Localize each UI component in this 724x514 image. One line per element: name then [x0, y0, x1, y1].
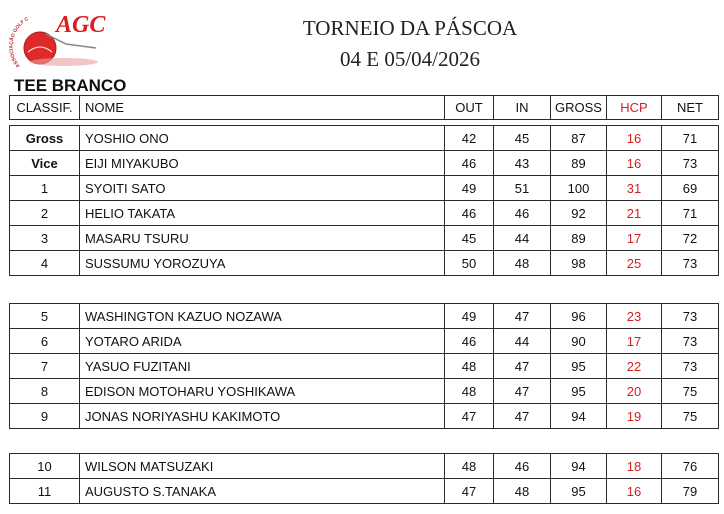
cell-net: 73 — [662, 251, 719, 276]
cell-out: 48 — [445, 379, 494, 404]
column-header-row — [9, 95, 719, 120]
cell-in: 47 — [494, 304, 551, 329]
cell-classif: 6 — [10, 329, 80, 354]
cell-out: 46 — [445, 151, 494, 176]
cell-nome: WILSON MATSUZAKI — [80, 454, 445, 479]
cell-gross: 96 — [551, 304, 607, 329]
cell-net: 73 — [662, 329, 719, 354]
cell-net: 73 — [662, 304, 719, 329]
cell-out: 42 — [445, 126, 494, 151]
cell-hcp: 17 — [607, 329, 662, 354]
cell-gross: 95 — [551, 379, 607, 404]
cell-net: 72 — [662, 226, 719, 251]
table-row — [10, 251, 719, 276]
cell-nome: YASUO FUZITANI — [80, 354, 445, 379]
cell-net: 69 — [662, 176, 719, 201]
cell-out: 50 — [445, 251, 494, 276]
header-out: OUT — [445, 96, 494, 120]
cell-in: 48 — [494, 251, 551, 276]
results-table-group-1 — [9, 125, 719, 276]
header-in: IN — [494, 96, 551, 120]
cell-out: 47 — [445, 404, 494, 429]
table-row — [10, 201, 719, 226]
cell-hcp: 16 — [607, 479, 662, 504]
cell-in: 47 — [494, 354, 551, 379]
table-row — [10, 404, 719, 429]
cell-classif: 3 — [10, 226, 80, 251]
cell-gross: 89 — [551, 226, 607, 251]
cell-nome: HELIO TAKATA — [80, 201, 445, 226]
cell-classif: 1 — [10, 176, 80, 201]
cell-hcp: 21 — [607, 201, 662, 226]
event-date: 04 E 05/04/2026 — [340, 47, 480, 71]
cell-gross: 94 — [551, 454, 607, 479]
cell-gross: 95 — [551, 354, 607, 379]
cell-net: 76 — [662, 454, 719, 479]
cell-classif: 4 — [10, 251, 80, 276]
cell-nome: YOTARO ARIDA — [80, 329, 445, 354]
cell-nome: SUSSUMU YOROZUYA — [80, 251, 445, 276]
cell-in: 48 — [494, 479, 551, 504]
cell-nome: AUGUSTO S.TANAKA — [80, 479, 445, 504]
table-row — [10, 304, 719, 329]
cell-gross: 90 — [551, 329, 607, 354]
cell-in: 47 — [494, 404, 551, 429]
cell-classif: Vice — [10, 151, 80, 176]
cell-hcp: 23 — [607, 304, 662, 329]
cell-classif: 8 — [10, 379, 80, 404]
cell-hcp: 22 — [607, 354, 662, 379]
cell-gross: 95 — [551, 479, 607, 504]
cell-classif: 11 — [10, 479, 80, 504]
table-row — [10, 454, 719, 479]
golfer-logo-icon — [6, 4, 106, 76]
cell-nome: EIJI MIYAKUBO — [80, 151, 445, 176]
cell-net: 73 — [662, 354, 719, 379]
cell-net: 75 — [662, 404, 719, 429]
cell-nome: JONAS NORIYASHU KAKIMOTO — [80, 404, 445, 429]
table-row — [10, 226, 719, 251]
cell-out: 48 — [445, 354, 494, 379]
cell-out: 46 — [445, 329, 494, 354]
table-row — [10, 479, 719, 504]
cell-out: 45 — [445, 226, 494, 251]
cell-hcp: 19 — [607, 404, 662, 429]
cell-in: 44 — [494, 226, 551, 251]
cell-out: 48 — [445, 454, 494, 479]
cell-net: 71 — [662, 201, 719, 226]
cell-out: 46 — [445, 201, 494, 226]
results-table-group-3 — [9, 453, 719, 504]
cell-nome: WASHINGTON KAZUO NOZAWA — [80, 304, 445, 329]
cell-in: 51 — [494, 176, 551, 201]
cell-gross: 100 — [551, 176, 607, 201]
cell-out: 49 — [445, 304, 494, 329]
header-net: NET — [662, 96, 719, 120]
table-row — [10, 379, 719, 404]
table-row — [10, 329, 719, 354]
cell-classif: 9 — [10, 404, 80, 429]
cell-in: 44 — [494, 329, 551, 354]
svg-text:ASSOCIAÇÃO GOLF CLUB — [6, 4, 30, 69]
cell-in: 46 — [494, 454, 551, 479]
cell-classif: 2 — [10, 201, 80, 226]
cell-net: 75 — [662, 379, 719, 404]
cell-classif: 5 — [10, 304, 80, 329]
cell-classif: Gross — [10, 126, 80, 151]
header-classif: CLASSIF. — [10, 96, 80, 120]
cell-in: 43 — [494, 151, 551, 176]
results-table-group-2 — [9, 303, 719, 429]
logo-arc-text: ASSOCIAÇÃO GOLF C — [8, 16, 30, 69]
logo-text: AGC — [56, 12, 106, 38]
header-gross: GROSS — [551, 96, 607, 120]
cell-gross: 98 — [551, 251, 607, 276]
cell-gross: 87 — [551, 126, 607, 151]
cell-gross: 92 — [551, 201, 607, 226]
header-hcp: HCP — [607, 96, 662, 120]
cell-hcp: 16 — [607, 151, 662, 176]
cell-hcp: 25 — [607, 251, 662, 276]
cell-net: 79 — [662, 479, 719, 504]
table-row — [10, 126, 719, 151]
cell-nome: YOSHIO ONO — [80, 126, 445, 151]
cell-hcp: 18 — [607, 454, 662, 479]
cell-hcp: 20 — [607, 379, 662, 404]
table-row — [10, 176, 719, 201]
cell-in: 45 — [494, 126, 551, 151]
cell-hcp: 31 — [607, 176, 662, 201]
table-row — [10, 151, 719, 176]
section-label: TEE BRANCO — [14, 76, 127, 95]
cell-hcp: 16 — [607, 126, 662, 151]
cell-in: 47 — [494, 379, 551, 404]
cell-out: 47 — [445, 479, 494, 504]
cell-gross: 94 — [551, 404, 607, 429]
cell-classif: 10 — [10, 454, 80, 479]
club-logo — [6, 4, 106, 76]
page-title: TORNEIO DA PÁSCOA — [302, 16, 518, 40]
cell-nome: SYOITI SATO — [80, 176, 445, 201]
cell-hcp: 17 — [607, 226, 662, 251]
cell-net: 73 — [662, 151, 719, 176]
header-nome: NOME — [80, 96, 445, 120]
cell-nome: MASARU TSURU — [80, 226, 445, 251]
table-row — [10, 354, 719, 379]
cell-gross: 89 — [551, 151, 607, 176]
cell-out: 49 — [445, 176, 494, 201]
cell-in: 46 — [494, 201, 551, 226]
cell-net: 71 — [662, 126, 719, 151]
cell-classif: 7 — [10, 354, 80, 379]
cell-nome: EDISON MOTOHARU YOSHIKAWA — [80, 379, 445, 404]
